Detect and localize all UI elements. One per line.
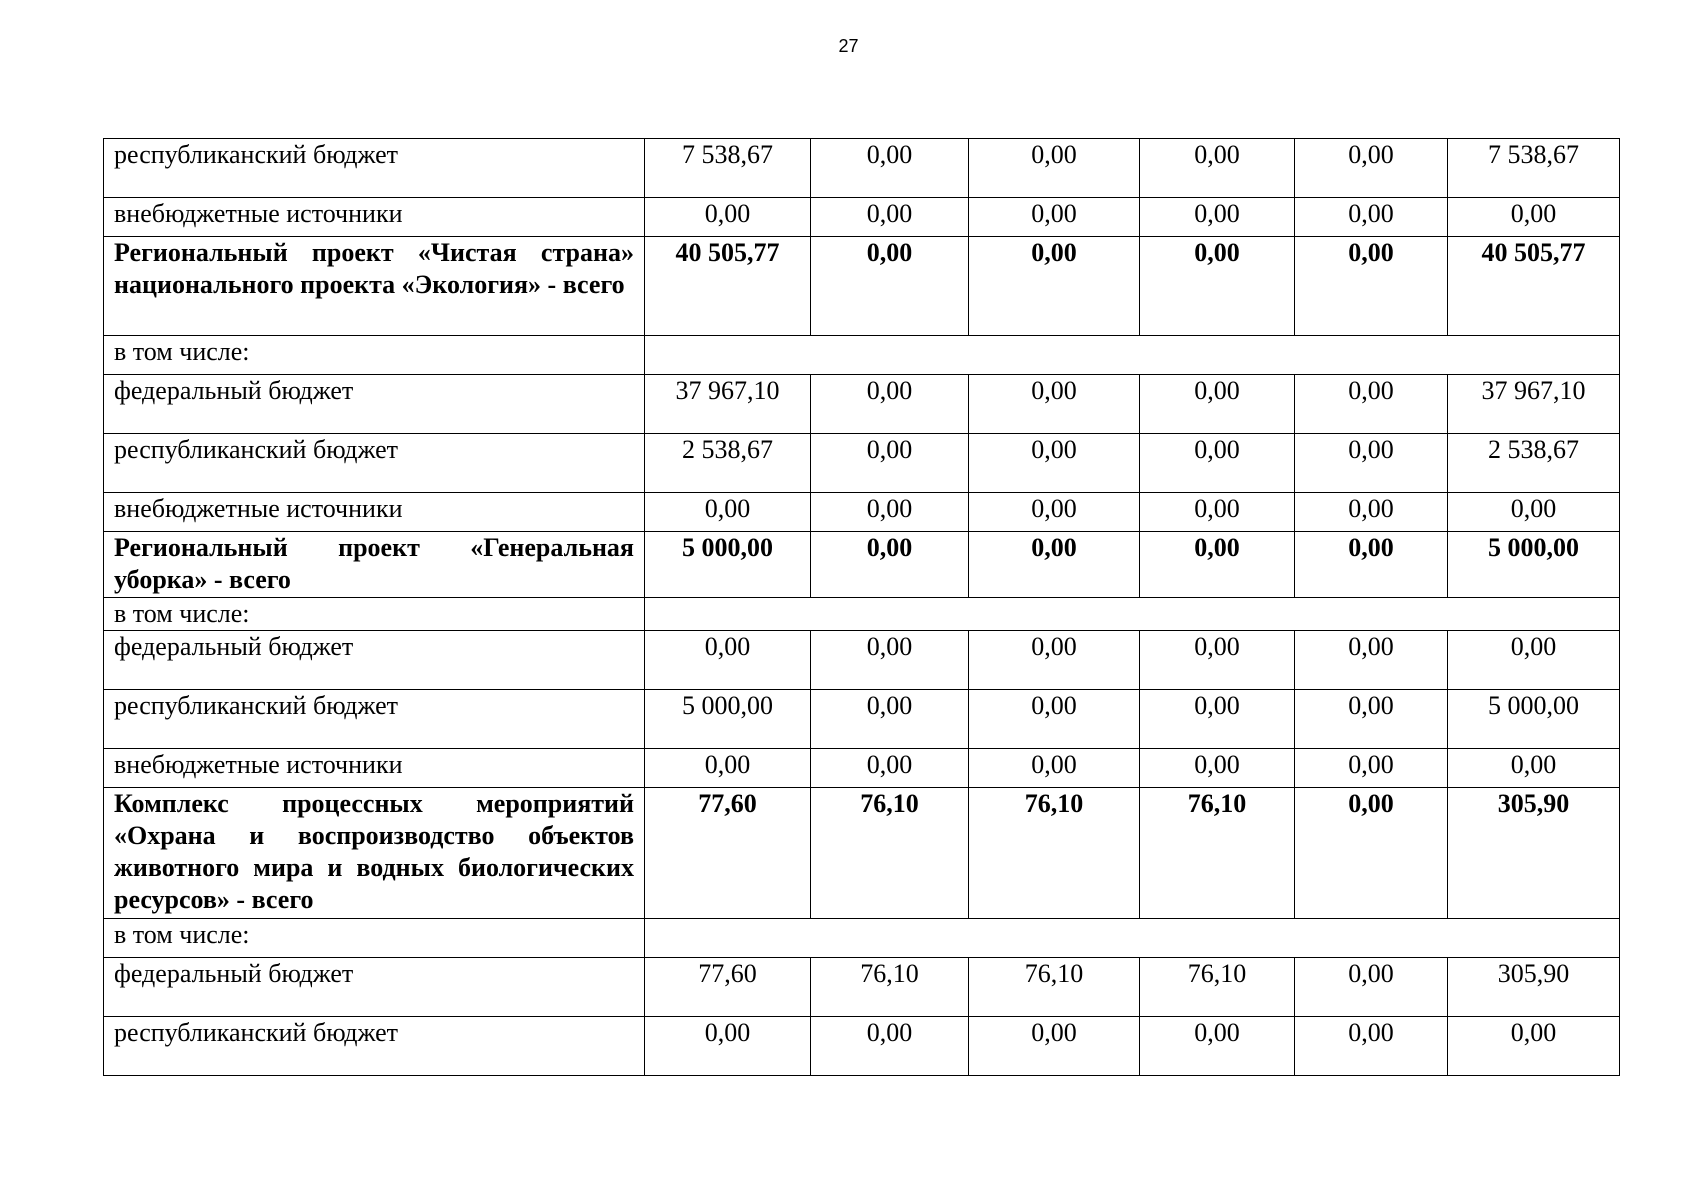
value-cell: 0,00: [1140, 139, 1295, 198]
value-cell: 0,00: [1140, 493, 1295, 532]
value-cell: 0,00: [811, 749, 969, 788]
value-cell: 0,00: [811, 631, 969, 690]
value-cell: 0,00: [1295, 631, 1448, 690]
value-cell: 0,00: [969, 237, 1140, 336]
row-label: внебюджетные источники: [104, 198, 645, 237]
total-cell: 40 505,77: [1448, 237, 1620, 336]
value-cell: 0,00: [811, 434, 969, 493]
total-cell: 0,00: [1448, 631, 1620, 690]
value-cell: 0,00: [1295, 690, 1448, 749]
table-row: [104, 631, 1620, 690]
section-title: Региональный проект «Чистая страна» национального проекта «Экология» - всего: [104, 237, 645, 336]
value-cell: 0,00: [645, 1017, 811, 1076]
row-label: внебюджетные источники: [104, 493, 645, 532]
table-row: [104, 375, 1620, 434]
section-title: Комплекс процессных мероприятий «Охрана и воспроизводство объектов животного мира и водных биологических ресурсов» - всего: [104, 788, 645, 919]
value-cell: 7 538,67: [645, 139, 811, 198]
value-cell: 0,00: [1295, 493, 1448, 532]
value-cell: 0,00: [1140, 237, 1295, 336]
table-row: [104, 690, 1620, 749]
row-label: в том числе:: [104, 336, 645, 375]
row-label: федеральный бюджет: [104, 958, 645, 1017]
value-cell: 0,00: [969, 532, 1140, 598]
table-row: [104, 139, 1620, 198]
row-label: республиканский бюджет: [104, 434, 645, 493]
value-cell: 5 000,00: [645, 532, 811, 598]
table-row: [104, 958, 1620, 1017]
value-cell: 76,10: [1140, 788, 1295, 919]
value-cell: 0,00: [811, 139, 969, 198]
row-label: федеральный бюджет: [104, 631, 645, 690]
value-cell: 0,00: [969, 749, 1140, 788]
value-cell: 0,00: [1295, 749, 1448, 788]
table-row-section-total: [104, 788, 1620, 919]
value-cell: 0,00: [645, 749, 811, 788]
total-cell: 0,00: [1448, 1017, 1620, 1076]
value-cell: 0,00: [1295, 375, 1448, 434]
value-cell: 0,00: [969, 198, 1140, 237]
value-cell: 0,00: [1140, 532, 1295, 598]
page-number: 27: [838, 36, 859, 56]
empty-merged-cell: [645, 598, 1620, 631]
value-cell: 0,00: [1140, 690, 1295, 749]
total-cell: 0,00: [1448, 493, 1620, 532]
value-cell: 0,00: [811, 237, 969, 336]
total-cell: 7 538,67: [1448, 139, 1620, 198]
value-cell: 5 000,00: [645, 690, 811, 749]
row-label: федеральный бюджет: [104, 375, 645, 434]
total-cell: 0,00: [1448, 198, 1620, 237]
value-cell: 77,60: [645, 958, 811, 1017]
value-cell: 0,00: [969, 434, 1140, 493]
value-cell: 40 505,77: [645, 237, 811, 336]
value-cell: 0,00: [1295, 434, 1448, 493]
table-row-subheader: [104, 598, 1620, 631]
value-cell: 0,00: [811, 198, 969, 237]
value-cell: 0,00: [969, 631, 1140, 690]
table-row-subheader: [104, 919, 1620, 958]
table-row-subheader: [104, 336, 1620, 375]
value-cell: 76,10: [1140, 958, 1295, 1017]
value-cell: 0,00: [1295, 237, 1448, 336]
empty-merged-cell: [645, 919, 1620, 958]
value-cell: 77,60: [645, 788, 811, 919]
value-cell: 0,00: [1140, 198, 1295, 237]
value-cell: 0,00: [969, 375, 1140, 434]
value-cell: 0,00: [1295, 532, 1448, 598]
value-cell: 76,10: [969, 788, 1140, 919]
table-row: [104, 493, 1620, 532]
row-label: республиканский бюджет: [104, 690, 645, 749]
total-cell: 0,00: [1448, 749, 1620, 788]
row-label: республиканский бюджет: [104, 139, 645, 198]
value-cell: 0,00: [1295, 198, 1448, 237]
value-cell: 0,00: [645, 198, 811, 237]
value-cell: 37 967,10: [645, 375, 811, 434]
value-cell: 0,00: [1140, 1017, 1295, 1076]
value-cell: 0,00: [969, 139, 1140, 198]
value-cell: 0,00: [1140, 375, 1295, 434]
table-row: [104, 198, 1620, 237]
total-cell: 37 967,10: [1448, 375, 1620, 434]
table-row: [104, 1017, 1620, 1076]
row-label: внебюджетные источники: [104, 749, 645, 788]
value-cell: 76,10: [969, 958, 1140, 1017]
value-cell: 0,00: [1140, 631, 1295, 690]
value-cell: 0,00: [1140, 749, 1295, 788]
value-cell: 0,00: [811, 1017, 969, 1076]
value-cell: 0,00: [811, 532, 969, 598]
total-cell: 5 000,00: [1448, 690, 1620, 749]
value-cell: 0,00: [1140, 434, 1295, 493]
total-cell: 5 000,00: [1448, 532, 1620, 598]
value-cell: 76,10: [811, 958, 969, 1017]
row-label: в том числе:: [104, 919, 645, 958]
value-cell: 0,00: [645, 493, 811, 532]
value-cell: 0,00: [969, 1017, 1140, 1076]
table-row: [104, 434, 1620, 493]
value-cell: 0,00: [811, 375, 969, 434]
empty-merged-cell: [645, 336, 1620, 375]
table-row-section-total: [104, 237, 1620, 336]
value-cell: 0,00: [645, 631, 811, 690]
row-label: республиканский бюджет: [104, 1017, 645, 1076]
value-cell: 0,00: [1295, 788, 1448, 919]
value-cell: 0,00: [1295, 958, 1448, 1017]
value-cell: 0,00: [1295, 139, 1448, 198]
total-cell: 2 538,67: [1448, 434, 1620, 493]
row-label: в том числе:: [104, 598, 645, 631]
total-cell: 305,90: [1448, 958, 1620, 1017]
value-cell: 0,00: [811, 690, 969, 749]
budget-table: [103, 138, 1620, 1076]
section-title: Региональный проект «Генеральная уборка» - всего: [104, 532, 645, 598]
value-cell: 0,00: [811, 493, 969, 532]
table-row: [104, 749, 1620, 788]
value-cell: 0,00: [969, 493, 1140, 532]
value-cell: 2 538,67: [645, 434, 811, 493]
table-row-section-total: [104, 532, 1620, 598]
value-cell: 76,10: [811, 788, 969, 919]
value-cell: 0,00: [1295, 1017, 1448, 1076]
value-cell: 0,00: [969, 690, 1140, 749]
total-cell: 305,90: [1448, 788, 1620, 919]
